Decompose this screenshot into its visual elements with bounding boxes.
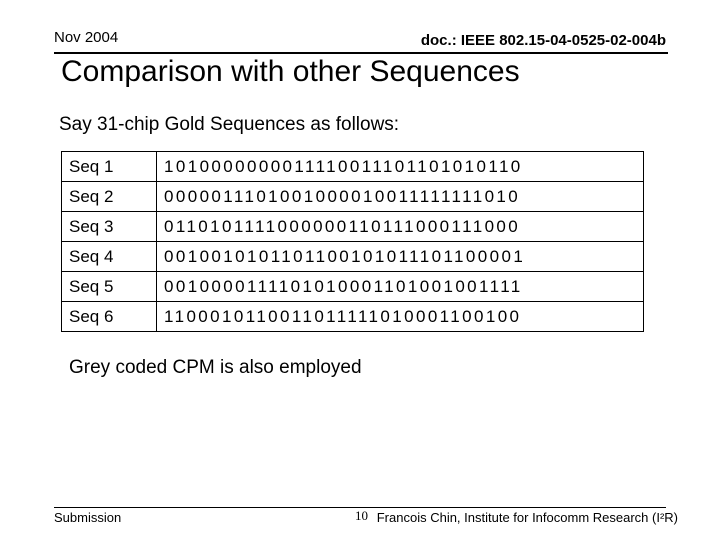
page-number: 10 bbox=[355, 508, 368, 523]
intro-text: Say 31-chip Gold Sequences as follows: bbox=[59, 114, 400, 135]
slide-title: Comparison with other Sequences bbox=[61, 55, 520, 88]
sequence-bits: 0010010101101100101011101100001 bbox=[157, 242, 644, 272]
sequence-name: Seq 6 bbox=[62, 302, 157, 332]
sequence-name: Seq 2 bbox=[62, 182, 157, 212]
table-row bbox=[62, 302, 644, 332]
table-row bbox=[62, 272, 644, 302]
sequence-name: Seq 1 bbox=[62, 152, 157, 182]
sequence-bits: 0000011101001000010011111111010 bbox=[157, 182, 644, 212]
sequence-name: Seq 5 bbox=[62, 272, 157, 302]
table-row bbox=[62, 182, 644, 212]
sequence-bits: 0010000111101010001101001001111 bbox=[157, 272, 644, 302]
sequence-bits: 1010000000011110011101101010110 bbox=[157, 152, 644, 182]
sequence-bits: 0110101111000000110111000111000 bbox=[157, 212, 644, 242]
table-row bbox=[62, 212, 644, 242]
footer-submission: Submission bbox=[54, 510, 122, 525]
table-row bbox=[62, 242, 644, 272]
sequence-bits: 1100010110011011111010001100100 bbox=[157, 302, 644, 332]
sequence-name: Seq 3 bbox=[62, 212, 157, 242]
header-doc-id: doc.: IEEE 802.15-04-0525-02-004b bbox=[420, 32, 666, 49]
table-row bbox=[62, 152, 644, 182]
sequence-table bbox=[61, 151, 644, 332]
footer-author: Francois Chin, Institute for Infocomm Research (I²R) bbox=[376, 510, 678, 525]
sequence-table-body bbox=[62, 152, 644, 332]
cpm-note: Grey coded CPM is also employed bbox=[69, 357, 362, 378]
sequence-name: Seq 4 bbox=[62, 242, 157, 272]
header-date: Nov 2004 bbox=[54, 29, 119, 46]
header-divider bbox=[54, 52, 668, 54]
